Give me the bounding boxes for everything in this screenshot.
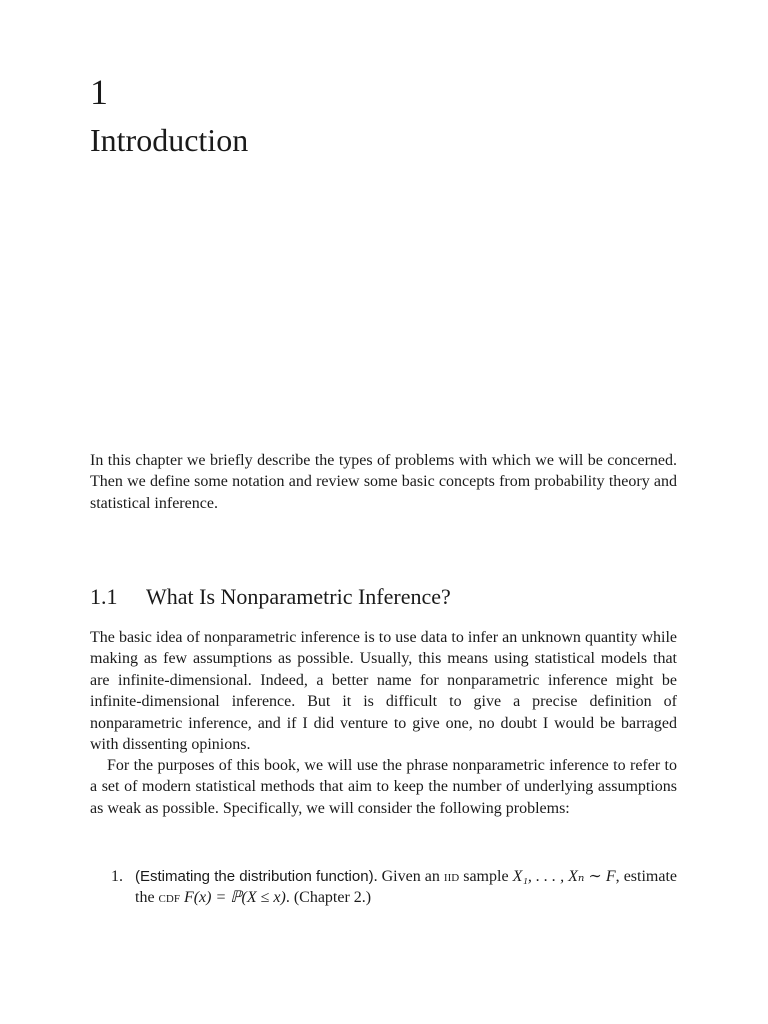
list-item-text-c: , estimate the	[135, 868, 678, 907]
list-item-text-b: sample	[459, 868, 513, 885]
math-cdf: F(x) = ℙ(X ≤ x)	[183, 889, 286, 907]
section-number: 1.1	[90, 584, 118, 609]
problem-list	[90, 866, 677, 909]
body-paragraph-1: The basic idea of nonparametric inference is to use data to infer an unknown quantity while making as few assumptions as possible. Usually, this means using statistical models that are infinite-dimensional. Indeed, a better name for nonparametric inference might be infinite-dimensional inference. But it is difficult to give a precise definition of nonparametric inference, and if I did venture to give one, no doubt I would be barraged with dissenting opinions.	[90, 629, 677, 754]
list-item-text-a: . Given an	[373, 868, 444, 885]
chapter-number: 1	[90, 72, 108, 112]
chapter-title: Introduction	[90, 122, 249, 158]
abbr-iid: iid	[443, 868, 460, 885]
section-title: What Is Nonparametric Inference?	[146, 584, 451, 609]
intro-paragraph: In this chapter we briefly describe the types of problems with which we will be concerned. Then we define some notation and review some basic concepts from probability theory and statistical inference.	[90, 452, 677, 512]
math-sample: X₁, . . . , Xₙ ∼ F	[512, 868, 616, 885]
body-paragraph-2: For the purposes of this book, we will use the phrase nonparametric inference to refer to a set of modern statistical methods that aim to keep the number of underlying assumptions as weak as possible. Specifically, we will consider the following problems:	[90, 757, 677, 817]
list-item	[90, 866, 677, 909]
list-item-marker: 1.	[111, 868, 123, 885]
abbr-cdf: cdf	[158, 889, 180, 907]
list-item-title: (Estimating the distribution function)	[135, 868, 374, 885]
section-heading	[90, 583, 451, 611]
list-item-text-d: . (Chapter 2.)	[285, 889, 372, 907]
